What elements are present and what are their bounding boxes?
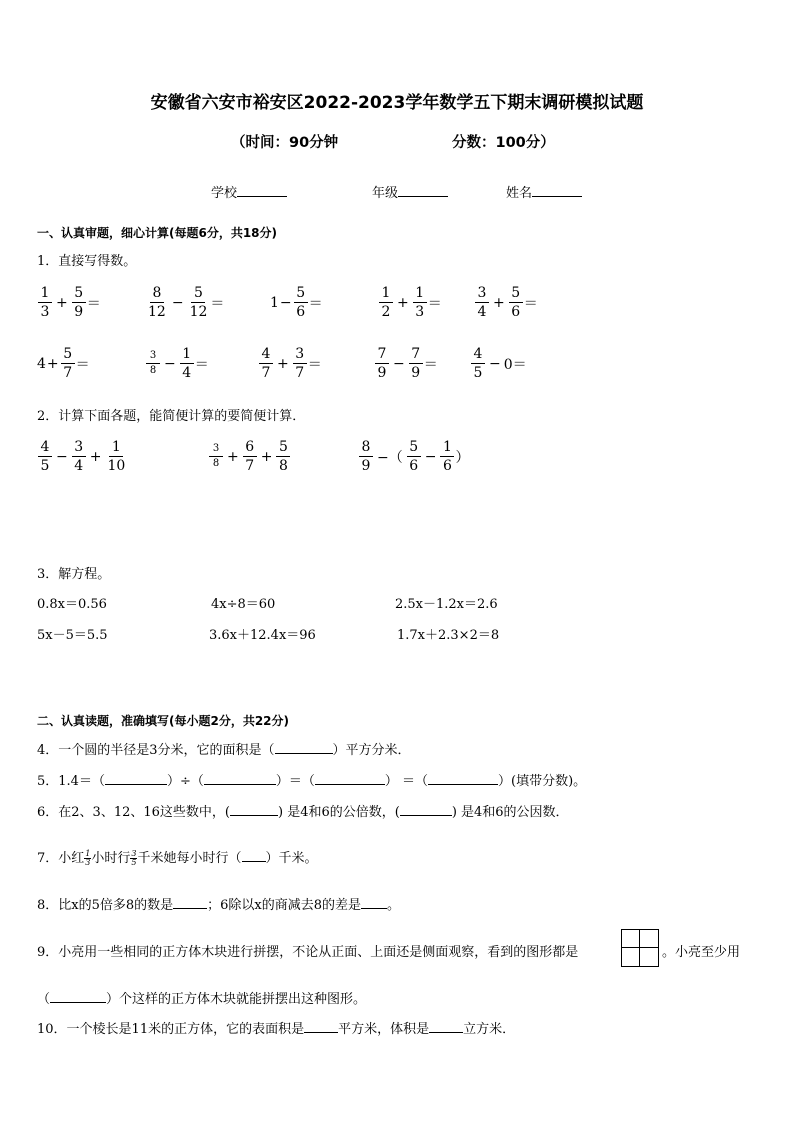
answer-blank[interactable] [230, 803, 278, 816]
fraction: 3 4 [475, 286, 489, 319]
answer-blank[interactable] [361, 896, 387, 909]
fraction: 1 2 [379, 286, 393, 319]
fraction: 3 8 [146, 351, 160, 376]
name-label: 姓名 [506, 186, 533, 201]
fraction: 4 7 [259, 347, 273, 380]
section-1-heading: 一、认真审题，细心计算(每题6分，共18分) [37, 226, 278, 240]
answer-blank[interactable] [275, 741, 333, 754]
fraction: 8 12 [148, 285, 166, 320]
question-6: 6．在2、3、12、16这些数中，( ) 是4和6的公倍数，( ) 是4和6的公因数． [37, 805, 569, 820]
calc-1: 4 5 − $\frac{3}{4}$ + $\frac{1}{10}$ [37, 440, 128, 473]
fraction: $\frac{5}{6}$ [509, 286, 523, 319]
fraction: 4 5 [38, 440, 52, 473]
grid-line [622, 947, 658, 948]
fraction: $\frac{3}{7}$ [293, 347, 307, 380]
school-field [211, 182, 287, 201]
equation-3: 2.5x－1.2x＝2.6 [395, 597, 498, 612]
question-9: 9．小亮用一些相同的正方体木块进行拼摆，不论从正面、上面还是侧面观察，看到的图形都是 [37, 945, 579, 960]
question-3: 3．解方程。 [37, 567, 111, 582]
expr-2-2: 3 8 − $\frac{1}{4}$ ＝ [145, 347, 209, 380]
question-8: 8．比x的5倍多8的数是 ；6除以x的商减去8的差是 。 [37, 898, 401, 913]
expr-1-3: 1 − $\frac{5}{6}$ ＝ [270, 285, 323, 320]
expr-2-3: 4 7 + $\frac{3}{7}$ ＝ [258, 347, 322, 380]
fraction: 7 9 [375, 347, 389, 380]
fraction: 3 8 [209, 444, 223, 469]
fraction: $\frac{5}{9}$ [72, 286, 86, 319]
grade-field [372, 182, 448, 201]
section-2-heading: 二、认真读题，准确填写(每小题2分，共22分) [37, 714, 290, 728]
page-title: 安徽省六安市裕安区2022-2023学年数学五下期末调研模拟试题 [150, 93, 644, 113]
fraction: 4 5 [471, 347, 485, 380]
expr-2-4: 7 9 − $\frac{7}{9}$ ＝ [374, 347, 438, 380]
question-10: 10．一个棱长是11米的正方体，它的表面积是 平方米，体积是 立方米． [37, 1022, 516, 1037]
fraction: 8 9 [359, 440, 373, 473]
answer-blank[interactable] [204, 772, 276, 785]
grid-line [639, 930, 640, 966]
fraction: $\frac{5}{7}$ [61, 347, 75, 380]
exam-time: （时间：90分钟 [231, 135, 339, 151]
fraction: $\frac{1}{3}$ [413, 286, 427, 319]
question-9-cont: 。小亮至少用 [662, 945, 741, 960]
question-9-answer: （ ）个这样的正方体木块就能拼摆出这种图形。 [37, 992, 367, 1007]
question-4: 4．一个圆的半径是3分米，它的面积是（ ）平方分米． [37, 743, 411, 758]
expr-1-2: 8 12 − $\frac{5}{12}$ ＝ [148, 285, 225, 320]
equation-4: 5x－5＝5.5 [37, 628, 108, 643]
question-1: 1．直接写得数。 [37, 254, 137, 269]
answer-blank[interactable] [400, 803, 452, 816]
expr-1-4: 1 2 + $\frac{1}{3}$ ＝ [378, 286, 442, 319]
equation-2: 4x÷8＝60 [211, 597, 276, 612]
fraction: $\frac{3}{5}$ [131, 849, 137, 867]
school-label: 学校 [211, 186, 238, 201]
grade-label: 年级 [372, 186, 399, 201]
answer-blank[interactable] [242, 849, 266, 862]
calc-3: 8 9 −（ 5 6 − $\frac{1}{6}$ ） [358, 440, 469, 473]
name-blank[interactable] [532, 184, 582, 197]
question-2: 2．计算下面各题，能简便计算的要简便计算． [37, 409, 306, 424]
calc-2: 3 8 + $\frac{6}{7}$ + $\frac{5}{8}$ [208, 440, 291, 473]
question-7: 7．小红 $\frac{1}{3}$ 小时行 $\frac{3}{5}$ 千米她每小时行（ ）千米。 [37, 849, 318, 867]
name-field [506, 182, 582, 201]
fraction: $\frac{1}{4}$ [180, 347, 194, 380]
answer-blank[interactable] [173, 896, 207, 909]
answer-blank[interactable] [105, 772, 167, 785]
expr-1-1: 1 3 + $\frac{5}{9}$ ＝ [37, 286, 101, 319]
fraction: $\frac{1}{10}$ [107, 439, 126, 474]
expr-1-5: 3 4 + $\frac{5}{6}$ ＝ [474, 286, 538, 319]
school-blank[interactable] [237, 184, 287, 197]
exam-score: 分数：100分） [452, 135, 555, 151]
fraction: $\frac{3}{4}$ [72, 440, 86, 473]
answer-blank[interactable] [304, 1020, 338, 1033]
equation-5: 3.6x＋12.4x＝96 [209, 628, 316, 643]
fraction: $\frac{6}{7}$ [243, 440, 257, 473]
answer-blank[interactable] [428, 772, 498, 785]
square-view-figure [621, 929, 659, 967]
fraction: 1 3 [38, 286, 52, 319]
answer-blank[interactable] [50, 990, 106, 1003]
equation-1: 0.8x＝0.56 [37, 597, 107, 612]
expr-2-1: 4 + $\frac{5}{7}$ ＝ [37, 346, 90, 381]
fraction: $\frac{7}{9}$ [409, 347, 423, 380]
fraction: $\frac{5}{8}$ [276, 440, 290, 473]
fraction: $\frac{1}{6}$ [440, 440, 454, 473]
fraction: $\frac{1}{3}$ [85, 849, 91, 867]
expr-2-5: 4 5 − 0＝ [470, 347, 527, 380]
fraction: $\frac{5}{12}$ [189, 285, 208, 320]
question-5: 5．1.4＝（ ）÷（ ）＝（ ） ＝（ ）(填带分数)。 [37, 774, 587, 789]
answer-blank[interactable] [429, 1020, 463, 1033]
fraction: 5 6 [407, 440, 421, 473]
answer-blank[interactable] [315, 772, 385, 785]
fraction: $\frac{5}{6}$ [294, 286, 308, 319]
grade-blank[interactable] [398, 184, 448, 197]
equation-6: 1.7x＋2.3×2＝8 [397, 628, 500, 643]
